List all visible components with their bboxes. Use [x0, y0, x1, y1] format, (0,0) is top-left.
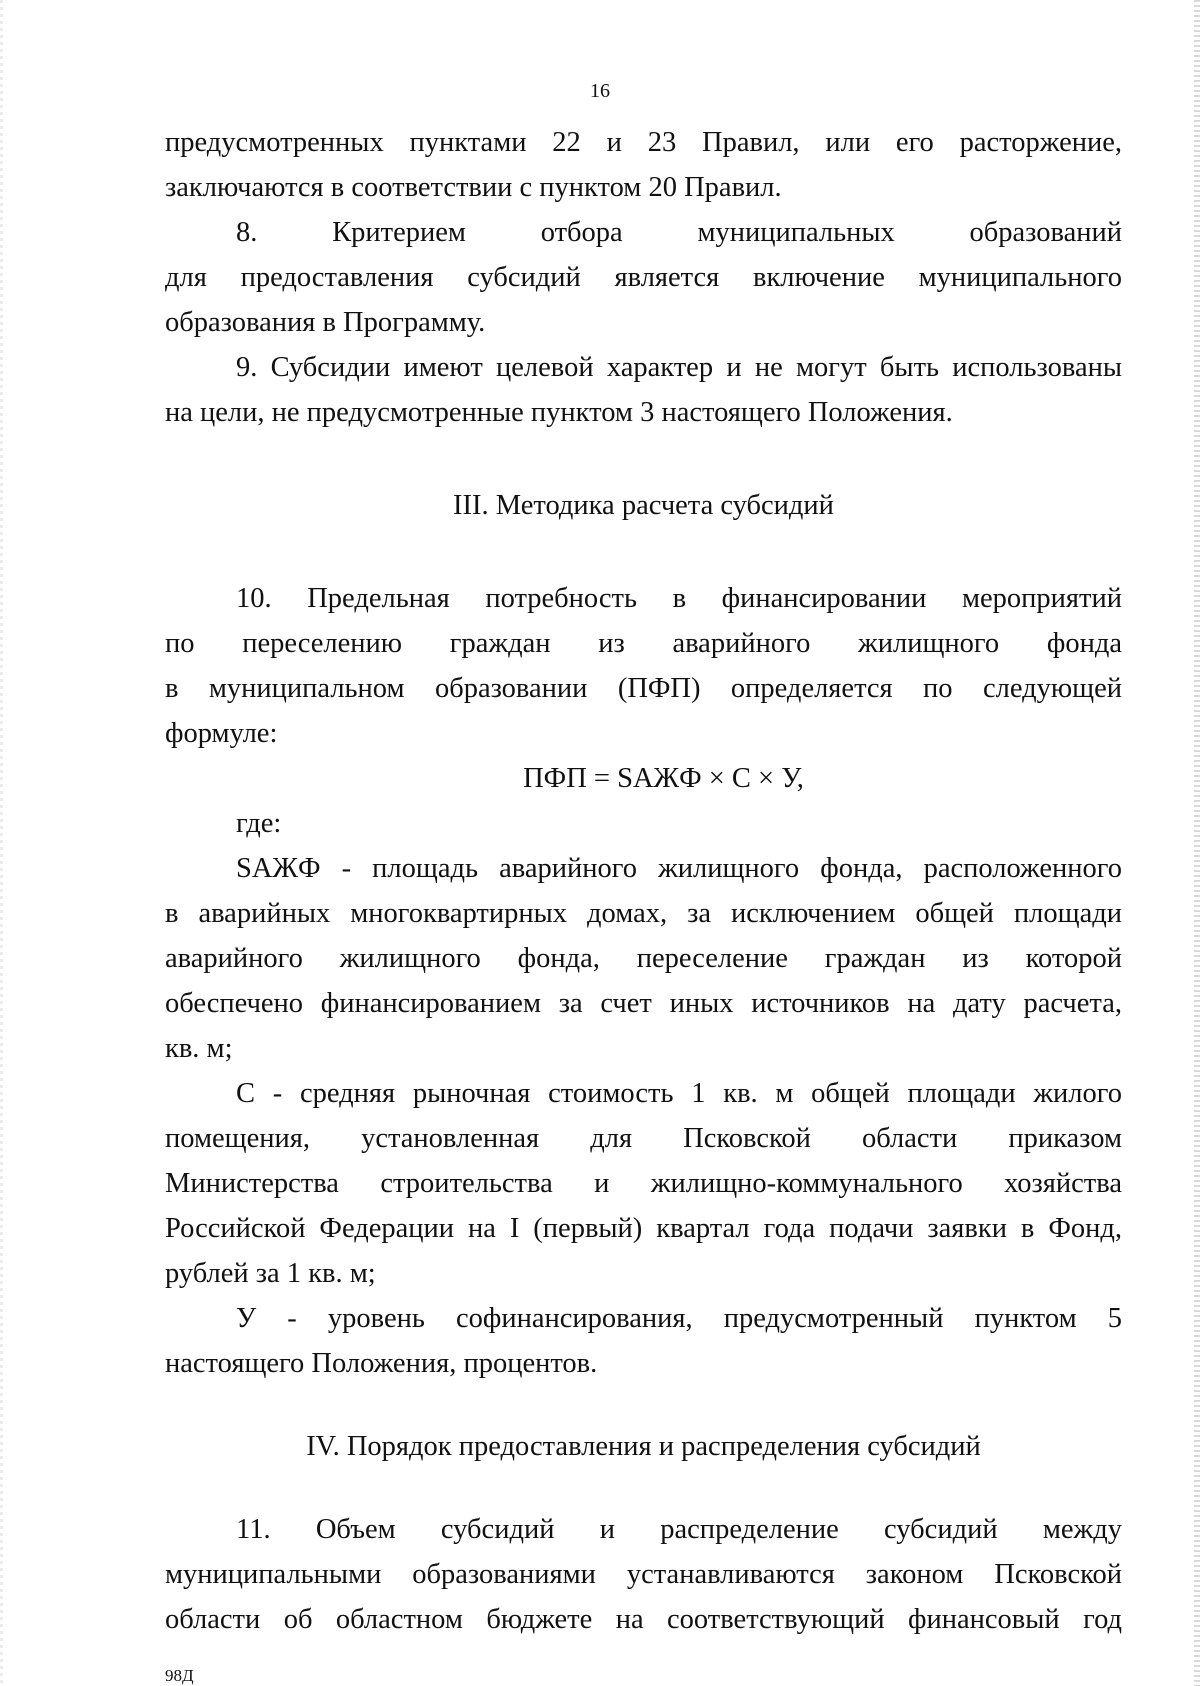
definition-c-line: рублей за 1 кв. м;: [165, 1258, 376, 1289]
where-label: где:: [236, 808, 282, 839]
definition-s-line: в аварийных многоквартирных домах, за исключением общей площади: [165, 898, 1122, 929]
paragraph-10-line: 10. Предельная потребность в финансировании мероприятий: [236, 583, 1122, 614]
paragraph-10-line: по переселению граждан из аварийного жилищного фонда: [165, 628, 1122, 659]
section-heading-3: III. Методика расчета субсидий: [453, 490, 834, 521]
section-heading-4: IV. Порядок предоставления и распределения субсидий: [306, 1431, 981, 1462]
formula: ПФП = SАЖФ × С × У,: [523, 763, 804, 794]
document-code: 98Д: [165, 1666, 194, 1685]
definition-u-line: У - уровень софинансирования, предусмотренный пунктом 5: [236, 1303, 1122, 1334]
definition-s-line: аварийного жилищного фонда, переселение граждан из которой: [165, 943, 1122, 974]
text-line: заключаются в соответствии с пунктом 20 Правил.: [165, 172, 782, 203]
page-number: 16: [590, 80, 610, 102]
definition-c-line: С - средняя рыночная стоимость 1 кв. м общей площади жилого: [236, 1078, 1122, 1109]
paragraph-10-line: формуле:: [165, 718, 278, 749]
scan-edge-left: [0, 0, 3, 1686]
paragraph-10-line: в муниципальном образовании (ПФП) определяется по следующей: [165, 673, 1122, 704]
definition-c-line: помещения, установленная для Псковской области приказом: [165, 1123, 1122, 1154]
paragraph-11-line: области об областном бюджете на соответствующий финансовый год: [165, 1604, 1122, 1635]
paragraph-11-line: муниципальными образованиями устанавливаются законом Псковской: [165, 1559, 1122, 1590]
definition-s-line: кв. м;: [165, 1033, 233, 1064]
paragraph-8-line: 8. Критерием отбора муниципальных образований: [236, 217, 1122, 248]
definition-s-line: обеспечено финансированием за счет иных источников на дату расчета,: [165, 988, 1122, 1019]
definition-c-line: Российской Федерации на I (первый) квартал года подачи заявки в Фонд,: [165, 1213, 1122, 1244]
paragraph-8-line: образования в Программу.: [165, 307, 486, 338]
scan-edge-right: [1194, 0, 1200, 1686]
paragraph-8-line: для предоставления субсидий является включение муниципального: [165, 262, 1122, 293]
text-line: предусмотренных пунктами 22 и 23 Правил, или его расторжение,: [165, 127, 1122, 158]
definition-u-line: настоящего Положения, процентов.: [165, 1348, 598, 1379]
definition-s-line: SАЖФ - площадь аварийного жилищного фонда, расположенного: [236, 853, 1122, 884]
definition-c-line: Министерства строительства и жилищно-коммунального хозяйства: [165, 1168, 1122, 1199]
paragraph-9-line: 9. Субсидии имеют целевой характер и не могут быть использованы: [236, 352, 1122, 383]
body-text: [165, 120, 1122, 1642]
paragraph-11-line: 11. Объем субсидий и распределение субсидий между: [236, 1514, 1122, 1545]
paragraph-9-line: на цели, не предусмотренные пунктом 3 настоящего Положения.: [165, 397, 953, 428]
